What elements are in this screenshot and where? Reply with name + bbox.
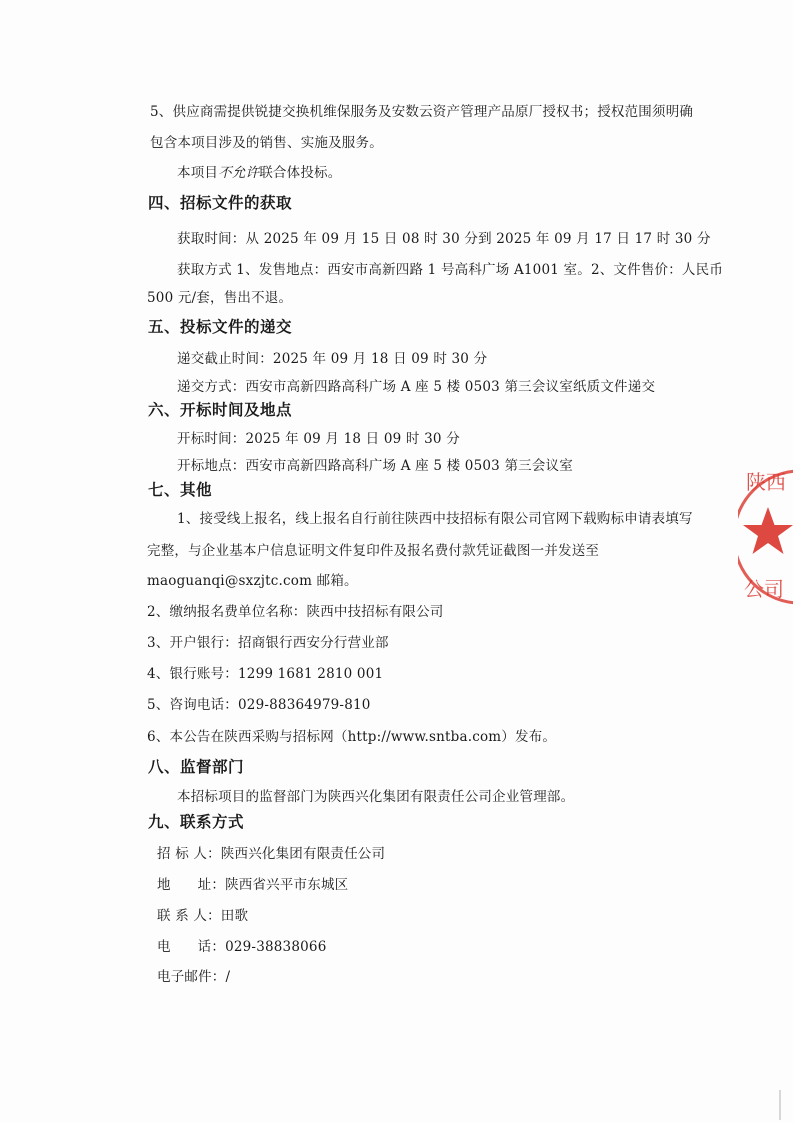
phone-label: 电 话：	[157, 939, 226, 955]
other-item-6: 6、本公告在陕西采购与招标网（http://www.sntba.com）发布。	[147, 729, 557, 745]
section-7-heading: 七、其他	[148, 481, 213, 499]
document-acquisition-method-line-2: 500 元/套，售出不退。	[147, 290, 293, 306]
phone-value: 029-38838066	[225, 939, 327, 955]
company-seal-stamp	[738, 452, 793, 622]
contact-person	[157, 907, 248, 925]
section-5-heading: 五、投标文件的递交	[148, 318, 293, 336]
consortium-suffix: 联合体投标。	[259, 165, 342, 181]
other-item-1-line-2: 完整，与企业基本户信息证明文件复印件及报名费付款凭证截图一并发送至	[147, 543, 600, 559]
address-value: 陕西省兴平市东城区	[225, 877, 349, 893]
section-9-heading: 九、联系方式	[148, 813, 245, 831]
contact-tenderer	[157, 845, 385, 863]
other-item-5: 5、咨询电话：029-88364979-810	[147, 697, 371, 713]
contact-email	[157, 968, 230, 986]
contact-address	[157, 876, 348, 894]
consortium-prefix: 本项目	[177, 165, 219, 181]
requirement-5-line-2: 包含本项目涉及的销售、实施及服务。	[150, 135, 383, 151]
bid-opening-time: 开标时间：2025 年 09 月 18 日 09 时 30 分	[177, 431, 460, 447]
email-label: 电子邮件：	[157, 969, 226, 985]
submission-method: 递交方式：西安市高新四路高科广场 A 座 5 楼 0503 第三会议室纸质文件递交	[177, 379, 656, 395]
contact-person-label: 联 系 人：	[157, 908, 221, 924]
address-label: 地 址：	[157, 877, 226, 893]
email-value: /	[225, 969, 231, 985]
other-item-1-line-1: 1、接受线上报名，线上报名自行前往陕西中技招标有限公司官网下载购标申请表填写	[177, 511, 693, 527]
consortium-not-allowed: 不允许	[218, 165, 260, 181]
tenderer-label: 招 标 人：	[157, 846, 221, 862]
other-item-1-line-3: maoguanqi@sxzjtc.com 邮箱。	[147, 573, 358, 589]
contact-person-value: 田歌	[220, 908, 249, 924]
scan-edge-mark	[779, 1090, 781, 1120]
tenderer-value: 陕西兴化集团有限责任公司	[220, 846, 386, 862]
document-acquisition-time: 获取时间：从 2025 年 09 月 15 日 08 时 30 分到 2025 年 09 月 17 日 17 时 30 分	[177, 231, 711, 247]
document-acquisition-method-line-1: 获取方式 1、发售地点：西安市高新四路 1 号高科广场 A1001 室。2、文件售价：人民币	[177, 262, 724, 278]
supervision-department: 本招标项目的监督部门为陕西兴化集团有限责任公司企业管理部。	[177, 789, 575, 805]
section-8-heading: 八、监督部门	[148, 758, 245, 776]
other-item-2: 2、缴纳报名费单位名称：陕西中技招标有限公司	[147, 604, 444, 620]
submission-deadline: 递交截止时间：2025 年 09 月 18 日 09 时 30 分	[177, 351, 488, 367]
consortium-statement	[177, 164, 341, 182]
seal-text-bottom: 公司	[744, 577, 784, 601]
contact-phone	[157, 938, 327, 956]
section-6-heading: 六、开标时间及地点	[148, 401, 293, 419]
requirement-5-line-1: 5、供应商需提供锐捷交换机维保服务及安数云资产管理产品原厂授权书；授权范围须明确	[150, 104, 694, 120]
seal-star-icon	[743, 507, 793, 554]
seal-text-top: 陕西	[746, 470, 786, 494]
bid-opening-place: 开标地点：西安市高新四路高科广场 A 座 5 楼 0503 第三会议室	[177, 458, 573, 474]
other-item-4: 4、银行账号：1299 1681 2810 001	[147, 666, 384, 682]
section-4-heading: 四、招标文件的获取	[148, 194, 293, 212]
other-item-3: 3、开户银行：招商银行西安分行营业部	[147, 635, 389, 651]
